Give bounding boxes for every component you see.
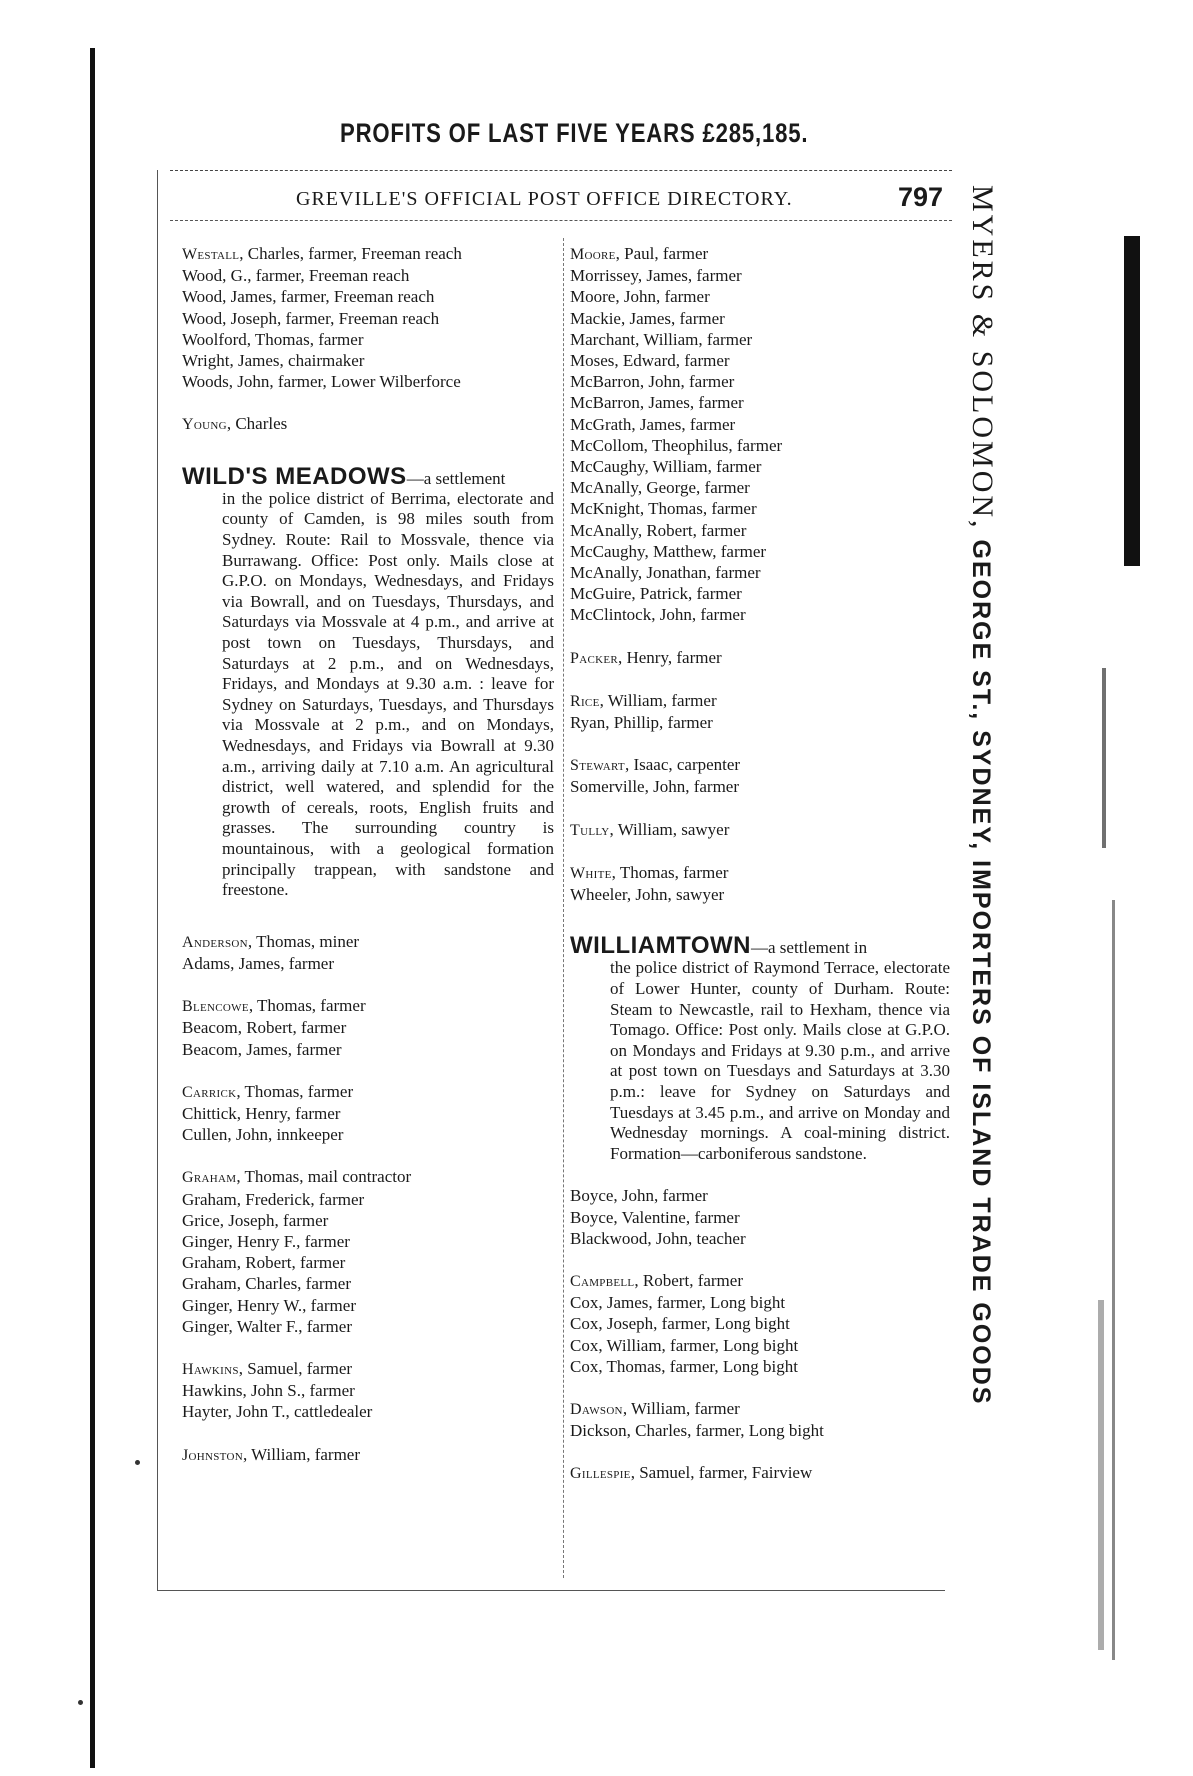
directory-entry xyxy=(182,1039,554,1060)
directory-entry xyxy=(182,1231,554,1252)
entry-surname: Johnston xyxy=(182,1446,243,1464)
page-number: 797 xyxy=(898,182,944,212)
entry-groups xyxy=(182,931,554,1466)
entry-text: Dickson, Charles, farmer, Long bight xyxy=(570,1421,824,1441)
entry-surname: Hawkins xyxy=(182,1360,239,1378)
entry-surname: Dawson xyxy=(570,1401,623,1419)
directory-entry xyxy=(182,243,554,265)
directory-entry xyxy=(570,243,950,265)
directory-entry xyxy=(570,1420,950,1441)
entry-text: Ginger, Henry F., farmer xyxy=(182,1231,350,1251)
entry-text: Wright, James, chairmaker xyxy=(182,351,365,371)
directory-entry xyxy=(182,1017,554,1038)
entry-surname: Tully xyxy=(570,821,610,839)
directory-entry xyxy=(570,583,950,604)
entry-text: Chittick, Henry, farmer xyxy=(182,1103,341,1123)
directory-entry xyxy=(182,1380,554,1401)
entry-text: Wood, James, farmer, Freeman reach xyxy=(182,287,435,307)
entry-text: Cox, Joseph, farmer, Long bight xyxy=(570,1314,790,1334)
entry-text: McGrath, James, farmer xyxy=(570,414,736,434)
directory-entry xyxy=(182,1358,554,1380)
entry-text: McBarron, James, farmer xyxy=(570,393,744,413)
entry-groups xyxy=(570,1185,950,1484)
header-rule xyxy=(170,170,952,172)
entry-text: Beacom, Robert, farmer xyxy=(182,1018,347,1038)
entry-group xyxy=(182,1358,554,1423)
entry-surname: Rice xyxy=(570,692,600,710)
directory-entry xyxy=(182,1189,554,1210)
entry-surname: Westall xyxy=(182,246,240,263)
entry-group xyxy=(182,995,554,1060)
entry-group xyxy=(182,1081,554,1146)
entry-group xyxy=(570,819,950,841)
entry-text: , Thomas, miner xyxy=(247,931,360,951)
directory-entry xyxy=(570,520,950,541)
entry-surname: Young xyxy=(182,416,227,434)
entry-text: , William, farmer xyxy=(622,1399,740,1419)
entry-text: Woods, John, farmer, Lower Wilberforce xyxy=(182,372,461,392)
directory-entry xyxy=(570,371,950,392)
directory-entry xyxy=(570,286,950,307)
entry-text: Grice, Joseph, farmer xyxy=(182,1210,329,1230)
entry-text: , Charles, farmer, Freeman reach xyxy=(239,244,462,263)
directory-entry xyxy=(570,1270,950,1292)
entry-text: , Thomas, farmer xyxy=(236,1081,354,1101)
entry-surname: White xyxy=(570,864,612,882)
entry-text: Somerville, John, farmer xyxy=(570,777,740,797)
entry-text: , Henry, farmer xyxy=(617,647,722,667)
directory-entry xyxy=(570,562,950,583)
directory-entry xyxy=(570,712,950,733)
entry-text: McKnight, Thomas, farmer xyxy=(570,499,757,519)
directory-entry xyxy=(570,1185,950,1206)
entry-text: McCollom, Theophilus, farmer xyxy=(570,435,783,455)
entry-group xyxy=(570,1462,950,1484)
directory-entry xyxy=(570,862,950,884)
entry-groups xyxy=(570,647,950,906)
entry-text: Wood, G., farmer, Freeman reach xyxy=(182,266,410,286)
entry-text: Ryan, Phillip, farmer xyxy=(570,713,713,733)
entry-text: Ginger, Walter F., farmer xyxy=(182,1316,352,1336)
entry-group xyxy=(182,931,554,974)
directory-entry xyxy=(570,1335,950,1356)
directory-entry xyxy=(570,1462,950,1484)
directory-entry xyxy=(182,1124,554,1145)
entry-text: , Paul, farmer xyxy=(615,244,709,263)
entry-group xyxy=(570,647,950,669)
column-divider xyxy=(563,238,565,1578)
directory-entry xyxy=(570,541,950,562)
entry-text: , Thomas, mail contractor xyxy=(236,1167,412,1187)
town-description: the police district of Raymond Terrace, electorate of Lower Hunter, county of Durham. Route: Steam to Newcastle, rail to Hexham, thence via Tomago. Office: Post only. Mails close at G.P.O. on Mondays and Fridays at 9.30 p.m., and arrive at post town on Tuesdays and Saturdays at 3.30 p.m.: leave for Sydney on Saturdays and Tuesdays at 3.45 p.m., and arrive on Monday and Wednesday mornings. A coal-mining district. Formation—carboniferous sandstone. xyxy=(610,958,950,1163)
entry-text: , Samuel, farmer xyxy=(238,1358,353,1378)
entry-text: McClintock, John, farmer xyxy=(570,605,746,625)
entry-text: McCaughy, William, farmer xyxy=(570,457,762,477)
entry-group xyxy=(182,1166,554,1337)
entry-surname: Graham xyxy=(182,1169,237,1187)
margin-rule xyxy=(90,48,95,1768)
entry-text: Graham, Robert, farmer xyxy=(182,1253,346,1273)
entry-group xyxy=(570,1270,950,1377)
entry-text: Moore, John, farmer xyxy=(570,287,710,307)
entry-group xyxy=(570,1185,950,1249)
directory-entry xyxy=(182,1316,554,1337)
entry-surname: Gillespie xyxy=(570,1465,631,1483)
directory-entry xyxy=(570,647,950,669)
directory-entry xyxy=(570,350,950,371)
entry-text: Wood, Joseph, farmer, Freeman reach xyxy=(182,308,440,328)
entry-text: , William, sawyer xyxy=(609,819,730,839)
entry-text: , William, farmer xyxy=(599,690,717,710)
directory-entry xyxy=(570,604,950,625)
directory-entry xyxy=(570,435,950,456)
entry-text: McBarron, John, farmer xyxy=(570,372,735,392)
directory-entry xyxy=(182,265,554,286)
entry-text: McCaughy, Matthew, farmer xyxy=(570,541,767,561)
edge-mark xyxy=(1112,900,1115,1660)
entry-text: Cullen, John, innkeeper xyxy=(182,1125,344,1145)
directory-entry xyxy=(570,884,950,905)
ink-speck xyxy=(135,1460,140,1465)
entry-text: Adams, James, farmer xyxy=(182,953,335,973)
entry-list xyxy=(182,413,554,435)
entry-surname: Stewart xyxy=(570,757,625,775)
entry-text: McAnally, Robert, farmer xyxy=(570,520,747,540)
entry-text: McAnally, George, farmer xyxy=(570,478,750,498)
directory-entry xyxy=(570,265,950,286)
entry-text: Morrissey, James, farmer xyxy=(570,266,742,286)
directory-entry xyxy=(570,456,950,477)
town-lead: —a settlement in xyxy=(751,938,868,958)
entry-group xyxy=(570,1398,950,1441)
directory-entry xyxy=(182,1295,554,1316)
town-entry-wilds-meadows xyxy=(182,462,554,901)
entry-text: , Thomas, farmer xyxy=(611,862,729,882)
entry-surname: Blencowe xyxy=(182,998,249,1016)
directory-entry xyxy=(570,1356,950,1377)
entry-text: Ginger, Henry W., farmer xyxy=(182,1295,356,1315)
entry-text: , William, farmer xyxy=(242,1444,361,1464)
entry-surname: Moore xyxy=(570,246,616,263)
entry-text: Wheeler, John, sawyer xyxy=(570,885,725,905)
town-entry-williamtown xyxy=(570,932,950,1164)
directory-entry xyxy=(182,1103,554,1124)
entry-text: Cox, James, farmer, Long bight xyxy=(570,1293,786,1313)
directory-entry xyxy=(182,308,554,329)
edge-mark xyxy=(1124,236,1140,566)
entry-text: McGuire, Patrick, farmer xyxy=(570,584,742,604)
directory-entry xyxy=(182,1401,554,1422)
directory-entry xyxy=(182,1210,554,1231)
entry-text: Moses, Edward, farmer xyxy=(570,351,730,371)
edge-mark xyxy=(1102,668,1106,848)
directory-entry xyxy=(182,350,554,371)
entry-surname: Campbell xyxy=(570,1273,635,1291)
town-name: WILLIAMTOWN xyxy=(570,932,752,960)
page-title: GREVILLE'S OFFICIAL POST OFFICE DIRECTORY. xyxy=(296,188,793,210)
header-rule xyxy=(170,220,952,222)
entry-group xyxy=(570,690,950,733)
entry-text: , Isaac, carpenter xyxy=(624,755,741,775)
directory-entry xyxy=(182,371,554,392)
entry-group xyxy=(570,754,950,797)
directory-entry xyxy=(570,1207,950,1228)
entry-text: Woolford, Thomas, farmer xyxy=(182,329,364,349)
directory-entry xyxy=(182,1081,554,1103)
directory-entry xyxy=(182,1252,554,1273)
entry-text: , Samuel, farmer, Fairview xyxy=(630,1463,813,1483)
entry-surname: Anderson xyxy=(182,933,248,951)
edge-mark xyxy=(1098,1300,1104,1650)
entry-surname: Carrick xyxy=(182,1083,237,1101)
directory-entry xyxy=(182,1444,554,1466)
directory-entry xyxy=(182,329,554,350)
entry-surname: Packer xyxy=(570,649,618,667)
directory-entry xyxy=(570,819,950,841)
directory-entry xyxy=(570,414,950,435)
entry-text: , Charles xyxy=(226,414,288,434)
directory-entry xyxy=(182,953,554,974)
directory-entry xyxy=(182,995,554,1017)
directory-entry xyxy=(570,1398,950,1420)
entry-text: Cox, William, farmer, Long bight xyxy=(570,1335,799,1355)
ink-speck xyxy=(78,1700,83,1705)
entry-text: Graham, Frederick, farmer xyxy=(182,1189,365,1209)
left-column xyxy=(182,243,554,1466)
side-advertisement xyxy=(955,185,999,1585)
directory-entry xyxy=(570,329,950,350)
directory-entry xyxy=(570,1313,950,1334)
entry-group xyxy=(182,1444,554,1466)
directory-entry xyxy=(182,413,554,435)
directory-entry xyxy=(570,754,950,776)
entry-list xyxy=(182,243,554,392)
entry-text: Marchant, William, farmer xyxy=(570,329,753,349)
directory-entry xyxy=(182,1166,554,1188)
entry-text: Mackie, James, farmer xyxy=(570,308,725,328)
entry-text: , Thomas, farmer xyxy=(248,996,366,1016)
entry-text: Beacom, James, farmer xyxy=(182,1039,342,1059)
entry-text: Boyce, Valentine, farmer xyxy=(570,1207,740,1227)
directory-entry xyxy=(570,477,950,498)
directory-entry xyxy=(182,286,554,307)
entry-text: Hayter, John T., cattledealer xyxy=(182,1402,373,1422)
town-name: WILD'S MEADOWS xyxy=(182,462,407,490)
directory-entry xyxy=(570,1228,950,1249)
town-lead: —a settlement xyxy=(406,468,506,488)
advert-firm-name: MYERS & SOLOMON, xyxy=(966,185,999,531)
right-column xyxy=(570,243,950,1485)
entry-text: Cox, Thomas, farmer, Long bight xyxy=(570,1356,798,1376)
directory-entry xyxy=(182,931,554,953)
directory-entry xyxy=(570,308,950,329)
directory-entry xyxy=(570,690,950,712)
entry-text: Graham, Charles, farmer xyxy=(182,1274,351,1294)
entry-list xyxy=(570,243,950,626)
entry-text: Boyce, John, farmer xyxy=(570,1186,708,1206)
directory-entry xyxy=(570,498,950,519)
top-banner: PROFITS OF LAST FIVE YEARS £285,185. xyxy=(340,118,809,148)
entry-group xyxy=(570,862,950,905)
town-description: in the police district of Berrima, electorate and county of Camden, is 98 miles south from Sydney. Route: Rail to Mossvale, thence via Burrawang. Office: Post only. Mails close at G.P.O. on Mondays, Wednesdays, and Fridays via Bowrall, and on Tuesdays, Thursdays, and Saturdays via Mossvale at 4 p.m., and arrive at post town on Tuesdays, Thursdays, and Saturdays at 2 p.m., and on Wednesdays, Fridays, and Mondays at 9.30 a.m. : leave for Sydney on Saturdays, Tuesdays, and Thursdays via Mossvale at 2 p.m., and on Mondays, Wednesdays, and Fridays via Bowrall at 9.30 a.m., arriving daily at 7.10 a.m. An agricultural district, well watered, and splendid for the growth of cereals, roots, English fruits and grasses. The surrounding country is mountainous, with a geological formation principally trappean, with sandstone and freestone. xyxy=(222,488,554,900)
entry-text: , Robert, farmer xyxy=(634,1271,743,1291)
advert-text: GEORGE ST., SYDNEY, IMPORTERS OF ISLAND TRADE GOODS xyxy=(967,539,995,1406)
directory-entry xyxy=(570,776,950,797)
entry-text: McAnally, Jonathan, farmer xyxy=(570,563,761,583)
directory-entry xyxy=(570,1292,950,1313)
entry-text: Hawkins, John S., farmer xyxy=(182,1381,355,1401)
directory-entry xyxy=(570,392,950,413)
directory-entry xyxy=(182,1273,554,1294)
entry-text: Blackwood, John, teacher xyxy=(570,1228,746,1248)
